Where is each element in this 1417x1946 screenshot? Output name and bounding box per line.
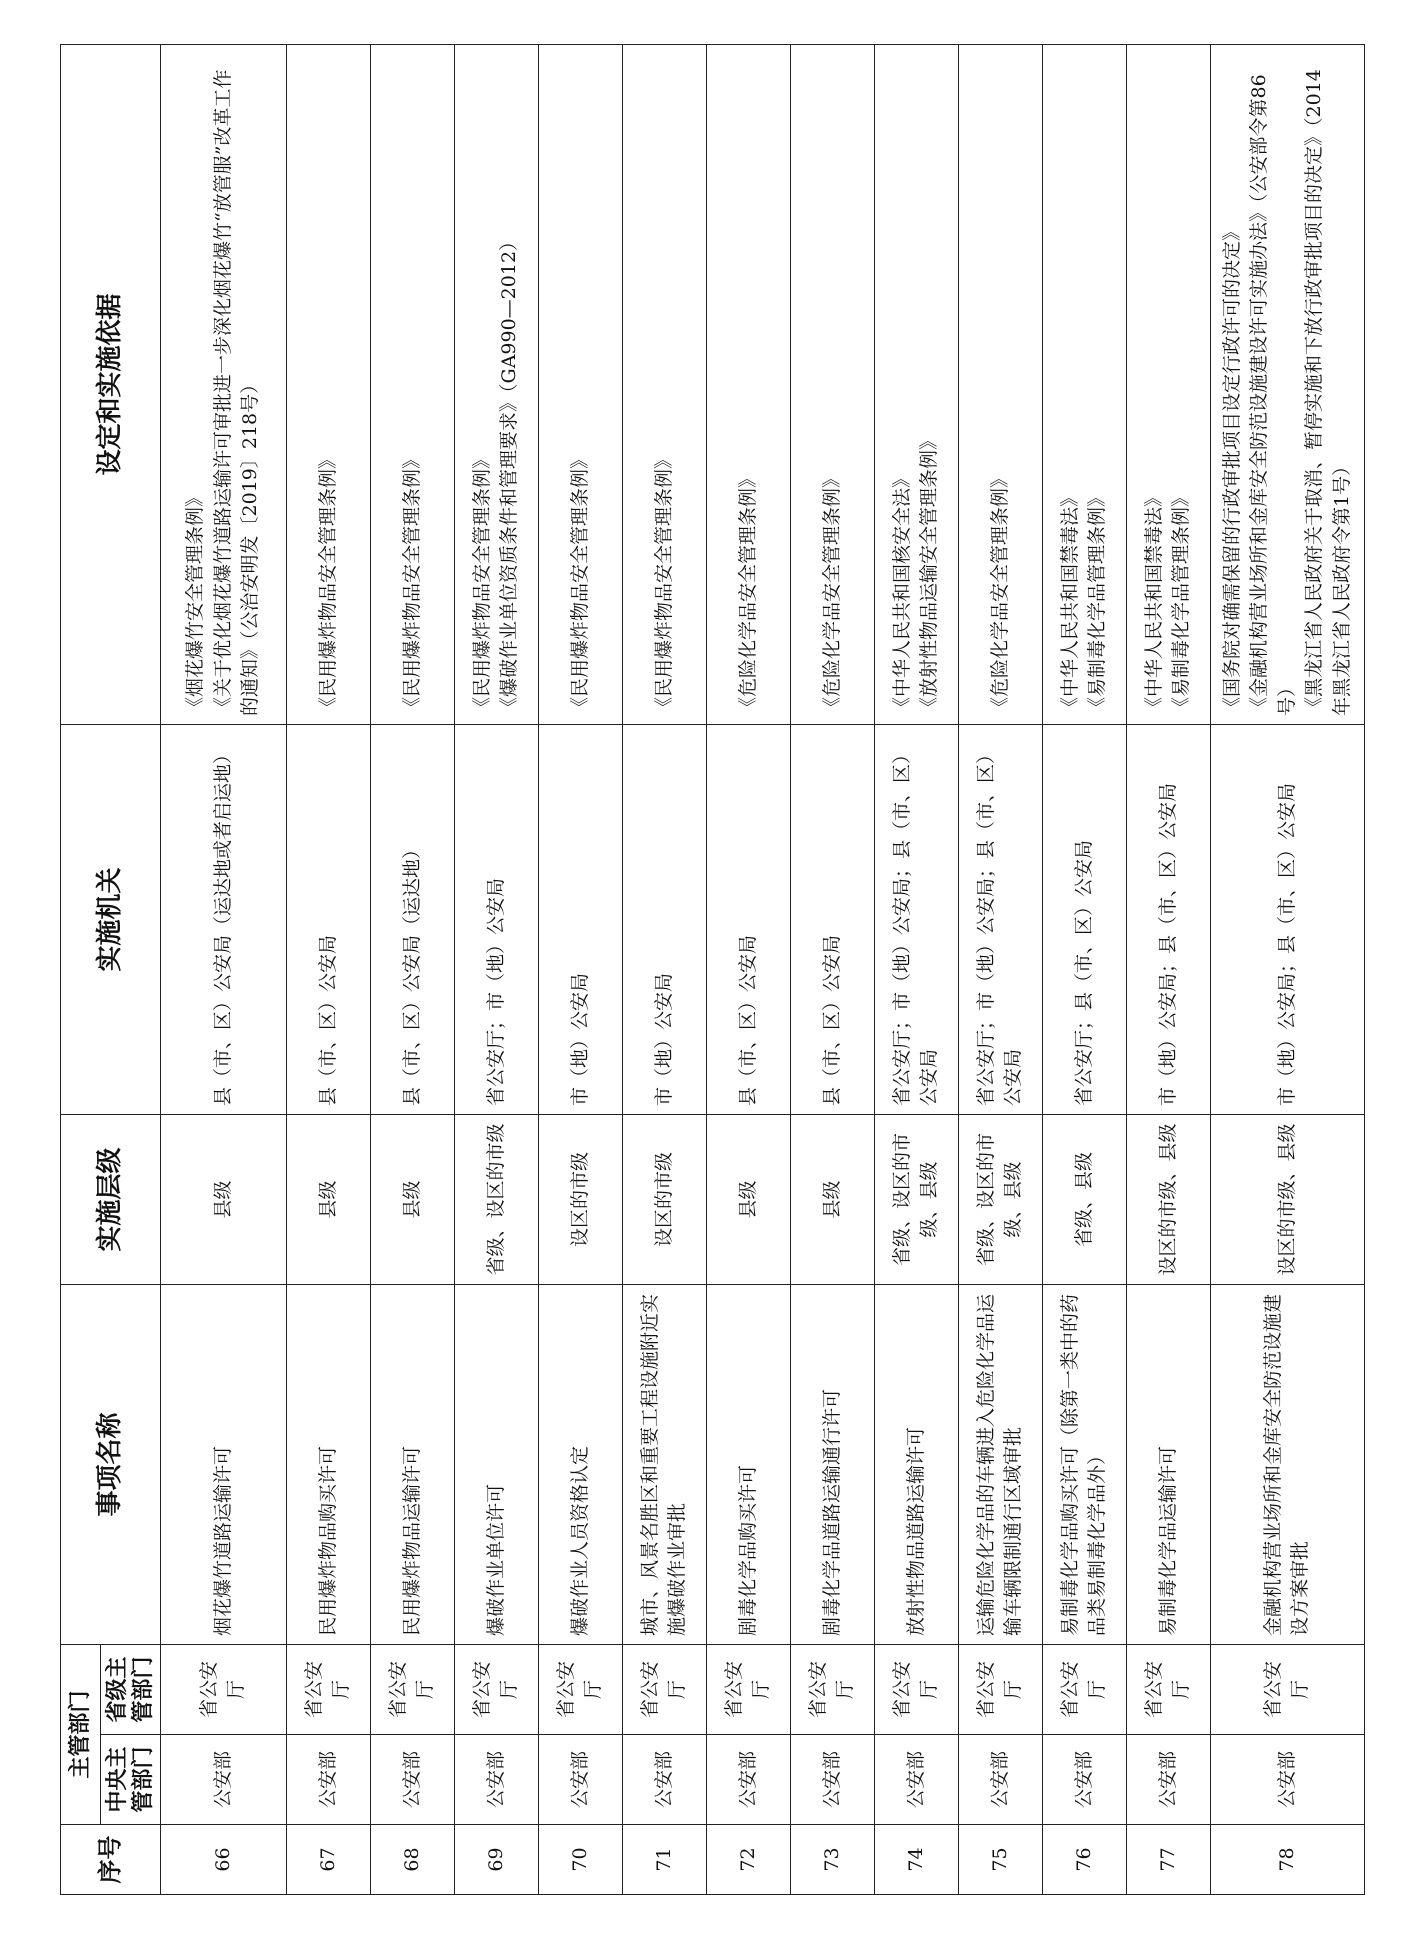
- row-level: 县级: [161, 1114, 287, 1284]
- row-basis: 《危险化学品安全管理条例》: [958, 44, 1042, 724]
- row-provincial-dept: 省公安厅: [286, 1644, 370, 1734]
- row-agency: 县（市、区）公安局（运达地）: [370, 724, 454, 1114]
- header-dept-group: 主管部门: [61, 1644, 101, 1824]
- row-level: 县级: [370, 1114, 454, 1284]
- row-agency: 县（市、区）公安局（运达地或者启运地）: [161, 724, 287, 1114]
- header-seq: 序号: [61, 1825, 161, 1895]
- table-row: [706, 44, 790, 1894]
- row-provincial-dept: 省公安厅: [790, 1644, 874, 1734]
- header-central-dept: 中央主管部门: [101, 1735, 161, 1825]
- table-row: [1042, 44, 1126, 1894]
- row-seq: 77: [1126, 1825, 1210, 1895]
- row-basis: 《民用爆炸物品安全管理条例》: [286, 44, 370, 724]
- approval-items-table: [60, 44, 1365, 1895]
- table-row: [1126, 44, 1210, 1894]
- row-seq: 78: [1210, 1825, 1364, 1895]
- row-level: 县级: [706, 1114, 790, 1284]
- row-level: 省级、设区的市级、县级: [874, 1114, 958, 1284]
- row-basis: 《危险化学品安全管理条例》: [706, 44, 790, 724]
- row-agency: 县（市、区）公安局: [706, 724, 790, 1114]
- row-seq: 67: [286, 1825, 370, 1895]
- row-item-name: 剧毒化学品道路运输通行许可: [790, 1284, 874, 1644]
- row-central-dept: 公安部: [1210, 1735, 1364, 1825]
- table-body: [161, 44, 1365, 1894]
- row-item-name: 城市、风景名胜区和重要工程设施附近实施爆破作业审批: [622, 1284, 706, 1644]
- row-level: 设区的市级、县级: [1210, 1114, 1364, 1284]
- row-item-name: 剧毒化学品购买许可: [706, 1284, 790, 1644]
- row-seq: 69: [454, 1825, 538, 1895]
- row-central-dept: 公安部: [874, 1735, 958, 1825]
- table-row: [958, 44, 1042, 1894]
- table-row: [286, 44, 370, 1894]
- row-level: 省级、设区的市级: [454, 1114, 538, 1284]
- row-level: 设区的市级、县级: [1126, 1114, 1210, 1284]
- row-basis: 《民用爆炸物品安全管理条例》: [622, 44, 706, 724]
- row-agency: 市（地）公安局；县（市、区）公安局: [1210, 724, 1364, 1114]
- table-row: [538, 44, 622, 1894]
- row-provincial-dept: 省公安厅: [370, 1644, 454, 1734]
- row-central-dept: 公安部: [622, 1735, 706, 1825]
- row-level: 省级、设区的市级、县级: [958, 1114, 1042, 1284]
- row-agency: 省公安厅；市（地）公安局；县（市、区）公安局: [958, 724, 1042, 1114]
- row-item-name: 金融机构营业场所和金库安全防范设施建设方案审批: [1210, 1284, 1364, 1644]
- row-item-name: 易制毒化学品运输许可: [1126, 1284, 1210, 1644]
- row-seq: 76: [1042, 1825, 1126, 1895]
- row-central-dept: 公安部: [706, 1735, 790, 1825]
- row-central-dept: 公安部: [1042, 1735, 1126, 1825]
- table-row: [454, 44, 538, 1894]
- table-row: [790, 44, 874, 1894]
- row-seq: 72: [706, 1825, 790, 1895]
- row-central-dept: 公安部: [161, 1735, 287, 1825]
- row-level: 省级、县级: [1042, 1114, 1126, 1284]
- row-item-name: 民用爆炸物品运输许可: [370, 1284, 454, 1644]
- row-central-dept: 公安部: [454, 1735, 538, 1825]
- header-row-1: [61, 44, 101, 1894]
- row-central-dept: 公安部: [370, 1735, 454, 1825]
- row-provincial-dept: 省公安厅: [622, 1644, 706, 1734]
- row-level: 设区的市级: [538, 1114, 622, 1284]
- row-basis: 《民用爆炸物品安全管理条例》: [538, 44, 622, 724]
- row-provincial-dept: 省公安厅: [1126, 1644, 1210, 1734]
- row-agency: 县（市、区）公安局: [286, 724, 370, 1114]
- row-seq: 73: [790, 1825, 874, 1895]
- row-central-dept: 公安部: [1126, 1735, 1210, 1825]
- row-seq: 71: [622, 1825, 706, 1895]
- row-provincial-dept: 省公安厅: [161, 1644, 287, 1734]
- row-item-name: 爆破作业单位许可: [454, 1284, 538, 1644]
- row-seq: 75: [958, 1825, 1042, 1895]
- row-provincial-dept: 省公安厅: [454, 1644, 538, 1734]
- header-level: 实施层级: [61, 1114, 161, 1284]
- table-row: [622, 44, 706, 1894]
- table-row: [1210, 44, 1364, 1894]
- row-provincial-dept: 省公安厅: [874, 1644, 958, 1734]
- row-item-name: 放射性物品道路运输许可: [874, 1284, 958, 1644]
- row-item-name: 爆破作业人员资格认定: [538, 1284, 622, 1644]
- row-agency: 市（地）公安局: [622, 724, 706, 1114]
- row-basis: 《民用爆炸物品安全管理条例》 《爆破作业单位资质条件和管理要求》（GA990—2012）: [454, 44, 538, 724]
- row-level: 设区的市级: [622, 1114, 706, 1284]
- row-central-dept: 公安部: [958, 1735, 1042, 1825]
- table-row: [874, 44, 958, 1894]
- row-seq: 66: [161, 1825, 287, 1895]
- row-level: 县级: [790, 1114, 874, 1284]
- row-agency: 省公安厅；县（市、区）公安局: [1042, 724, 1126, 1114]
- table-row: [370, 44, 454, 1894]
- row-basis: 《中华人民共和国核安全法》 《放射性物品运输安全管理条例》: [874, 44, 958, 724]
- row-agency: 县（市、区）公安局: [790, 724, 874, 1114]
- header-basis: 设定和实施依据: [61, 44, 161, 724]
- row-seq: 70: [538, 1825, 622, 1895]
- row-agency: 市（地）公安局；县（市、区）公安局: [1126, 724, 1210, 1114]
- row-basis: 《烟花爆竹安全管理条例》 《关于优化烟花爆竹道路运输许可审批进一步深化烟花爆竹“放管服”改革工作的通知》（公治安明发〔2019〕218号）: [161, 44, 287, 724]
- row-level: 县级: [286, 1114, 370, 1284]
- row-basis: 《国务院对确需保留的行政审批项目设定行政许可的决定》 《金融机构营业场所和金库安全防范设施建设许可实施办法》（公安部令第86号） 《黑龙江省人民政府关于取消、暂停实施和下放行政审批项目的决定》（2014年黑龙江省人民政府令第1号）: [1210, 44, 1364, 724]
- row-seq: 74: [874, 1825, 958, 1895]
- row-basis: 《中华人民共和国禁毒法》 《易制毒化学品管理条例》: [1126, 44, 1210, 724]
- row-item-name: 易制毒化学品购买许可（除第一类中的药品类易制毒化学品外）: [1042, 1284, 1126, 1644]
- rotated-table-container: [60, 45, 1365, 1895]
- row-item-name: 民用爆炸物品购买许可: [286, 1284, 370, 1644]
- row-agency: 省公安厅；市（地）公安局；县（市、区）公安局: [874, 724, 958, 1114]
- header-item-name: 事项名称: [61, 1284, 161, 1644]
- row-basis: 《中华人民共和国禁毒法》 《易制毒化学品管理条例》: [1042, 44, 1126, 724]
- header-provincial-dept: 省级主管部门: [101, 1644, 161, 1734]
- row-central-dept: 公安部: [538, 1735, 622, 1825]
- row-seq: 68: [370, 1825, 454, 1895]
- header-agency: 实施机关: [61, 724, 161, 1114]
- row-provincial-dept: 省公安厅: [1042, 1644, 1126, 1734]
- row-provincial-dept: 省公安厅: [958, 1644, 1042, 1734]
- row-agency: 省公安厅；市（地）公安局: [454, 724, 538, 1114]
- row-item-name: 运输危险化学品的车辆进入危险化学品运输车辆限制通行区域审批: [958, 1284, 1042, 1644]
- row-basis: 《危险化学品安全管理条例》: [790, 44, 874, 724]
- row-central-dept: 公安部: [790, 1735, 874, 1825]
- row-central-dept: 公安部: [286, 1735, 370, 1825]
- row-item-name: 烟花爆竹道路运输许可: [161, 1284, 287, 1644]
- table-row: [161, 44, 287, 1894]
- row-provincial-dept: 省公安厅: [538, 1644, 622, 1734]
- row-agency: 市（地）公安局: [538, 724, 622, 1114]
- row-provincial-dept: 省公安厅: [1210, 1644, 1364, 1734]
- row-basis: 《民用爆炸物品安全管理条例》: [370, 44, 454, 724]
- row-provincial-dept: 省公安厅: [706, 1644, 790, 1734]
